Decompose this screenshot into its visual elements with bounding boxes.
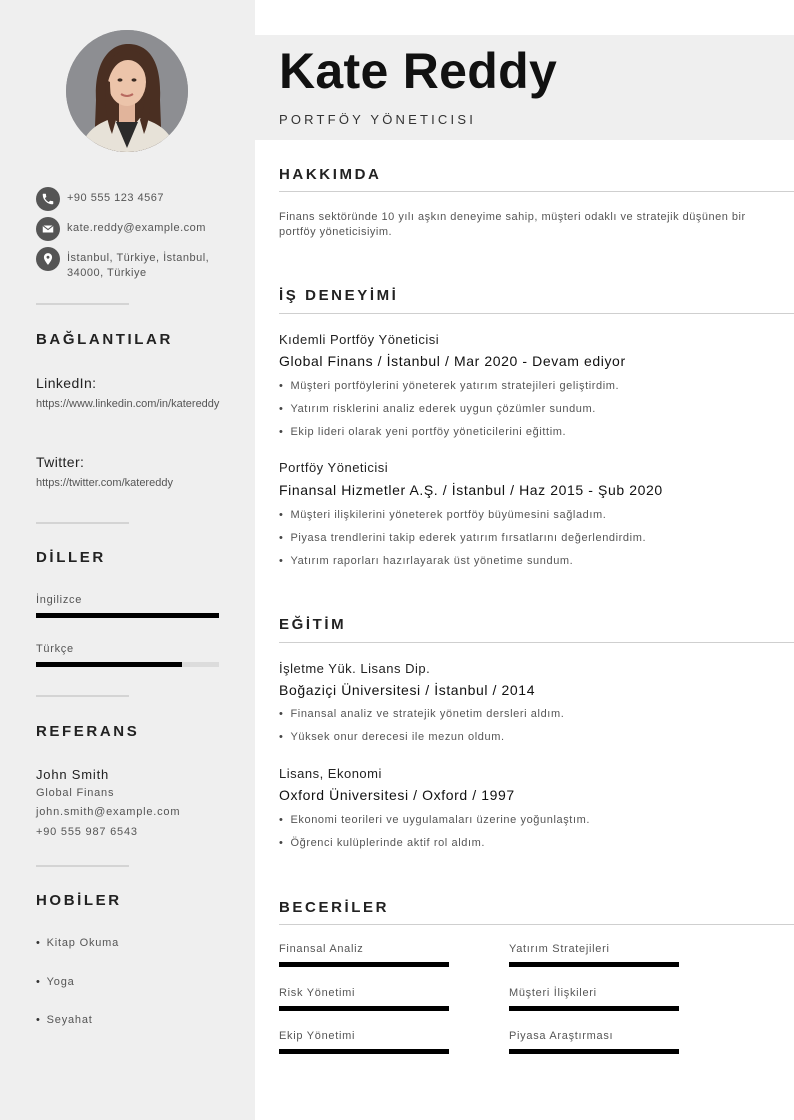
job-bullet: • Ekip lideri olarak yeni portföy yöneticilerini eğittim. (279, 426, 566, 438)
linkedin-label: LinkedIn: (36, 375, 97, 391)
job-bullet: • Yatırım raporları hazırlayarak üst yönetime sundum. (279, 555, 573, 567)
skill-level-bar (279, 1006, 449, 1011)
reference-name: John Smith (36, 767, 110, 782)
divider (36, 865, 129, 867)
language-level-fill (36, 662, 182, 667)
avatar (66, 30, 188, 152)
skill-level-bar (509, 1006, 679, 1011)
education-bullet: • Finansal analiz ve stratejik yönetim dersleri aldım. (279, 708, 564, 720)
job-bullet: • Yatırım risklerini analiz ederek uygun çözümler sundum. (279, 403, 596, 415)
email-text[interactable]: kate.reddy@example.com (67, 222, 206, 234)
skill-name: Finansal Analiz (279, 943, 364, 955)
skill-level-fill (509, 962, 679, 967)
mail-icon (36, 217, 60, 241)
skill-level-bar (279, 1049, 449, 1054)
skill-name: Piyasa Araştırması (509, 1030, 614, 1042)
twitter-label: Twitter: (36, 454, 85, 470)
skill-level-fill (509, 1006, 679, 1011)
hobby-item: • Kitap Okuma (36, 937, 119, 949)
education-meta: Oxford Üniversitesi / Oxford / 1997 (279, 787, 515, 803)
education-degree: Lisans, Ekonomi (279, 766, 382, 781)
skill-level-bar (509, 1049, 679, 1054)
experience-heading: İŞ DENEYİMİ (279, 287, 399, 304)
job-role: Kıdemli Portföy Yöneticisi (279, 332, 440, 347)
job-title: PORTFÖY YÖNETICISI (279, 112, 477, 127)
reference-phone: +90 555 987 6543 (36, 826, 138, 838)
job-role: Portföy Yöneticisi (279, 460, 389, 475)
education-heading: EĞİTİM (279, 616, 347, 633)
phone-icon (36, 187, 60, 211)
reference-company: Global Finans (36, 787, 115, 799)
language-level-fill (36, 613, 219, 618)
skills-heading: BECERİLER (279, 899, 390, 916)
language-name: Türkçe (36, 643, 74, 655)
links-heading: BAĞLANTILAR (36, 331, 173, 348)
job-meta: Finansal Hizmetler A.Ş. / İstanbul / Haz 2015 - Şub 2020 (279, 482, 663, 498)
reference-heading: REFERANS (36, 723, 140, 740)
about-heading: HAKKIMDA (279, 166, 382, 183)
education-bullet: • Ekonomi teorileri ve uygulamaları üzerine yoğunlaştım. (279, 814, 590, 826)
job-bullet: • Piyasa trendlerini takip ederek yatırım fırsatlarını değerlendirdim. (279, 532, 646, 544)
section-rule (279, 191, 794, 192)
education-bullet: • Öğrenci kulüplerinde aktif rol aldım. (279, 837, 485, 849)
skill-name: Risk Yönetimi (279, 987, 356, 999)
language-name: İngilizce (36, 594, 83, 606)
contact-address (36, 247, 227, 281)
skill-level-fill (279, 1006, 449, 1011)
twitter-url[interactable]: https://twitter.com/katereddy (36, 477, 173, 489)
location-pin-icon (36, 247, 60, 271)
skill-level-fill (509, 1049, 679, 1054)
skill-name: Ekip Yönetimi (279, 1030, 356, 1042)
job-bullet: • Müşteri ilişkilerini yöneterek portföy büyümesini sağladım. (279, 509, 606, 521)
section-rule (279, 313, 794, 314)
skill-name: Müşteri İlişkileri (509, 987, 597, 999)
language-level-bar (36, 613, 219, 618)
skill-level-bar (509, 962, 679, 967)
contact-phone (36, 187, 227, 211)
profile-photo (66, 30, 188, 152)
linkedin-url[interactable]: https://www.linkedin.com/in/katereddy (36, 398, 220, 410)
phone-text: +90 555 123 4567 (67, 192, 165, 204)
languages-heading: DİLLER (36, 549, 106, 566)
hobby-item: • Seyahat (36, 1014, 93, 1026)
skill-level-fill (279, 1049, 449, 1054)
about-text: Finans sektöründe 10 yılı aşkın deneyime sahip, müşteri odaklı ve stratejik düşünen bir portföy yöneticisiyim. (279, 211, 746, 238)
person-name: Kate Reddy (279, 43, 558, 99)
sidebar (0, 0, 255, 1120)
education-meta: Boğaziçi Üniversitesi / İstanbul / 2014 (279, 682, 536, 698)
address-text: İstanbul, Türkiye, İstanbul, 34000, Türkiye (67, 252, 210, 279)
job-meta: Global Finans / İstanbul / Mar 2020 - Devam ediyor (279, 353, 626, 369)
divider (36, 522, 129, 524)
education-degree: İşletme Yük. Lisans Dip. (279, 661, 431, 676)
hobbies-heading: HOBİLER (36, 892, 122, 909)
contact-email (36, 217, 227, 241)
reference-email[interactable]: john.smith@example.com (36, 806, 181, 818)
education-bullet: • Yüksek onur derecesi ile mezun oldum. (279, 731, 505, 743)
skill-level-fill (279, 962, 449, 967)
skill-level-bar (279, 962, 449, 967)
job-bullet: • Müşteri portföylerini yöneterek yatırım stratejileri geliştirdim. (279, 380, 619, 392)
language-level-bar (36, 662, 219, 667)
divider (36, 303, 129, 305)
section-rule (279, 642, 794, 643)
skill-name: Yatırım Stratejileri (509, 943, 610, 955)
section-rule (279, 924, 794, 925)
hobby-item: • Yoga (36, 976, 75, 988)
divider (36, 695, 129, 697)
